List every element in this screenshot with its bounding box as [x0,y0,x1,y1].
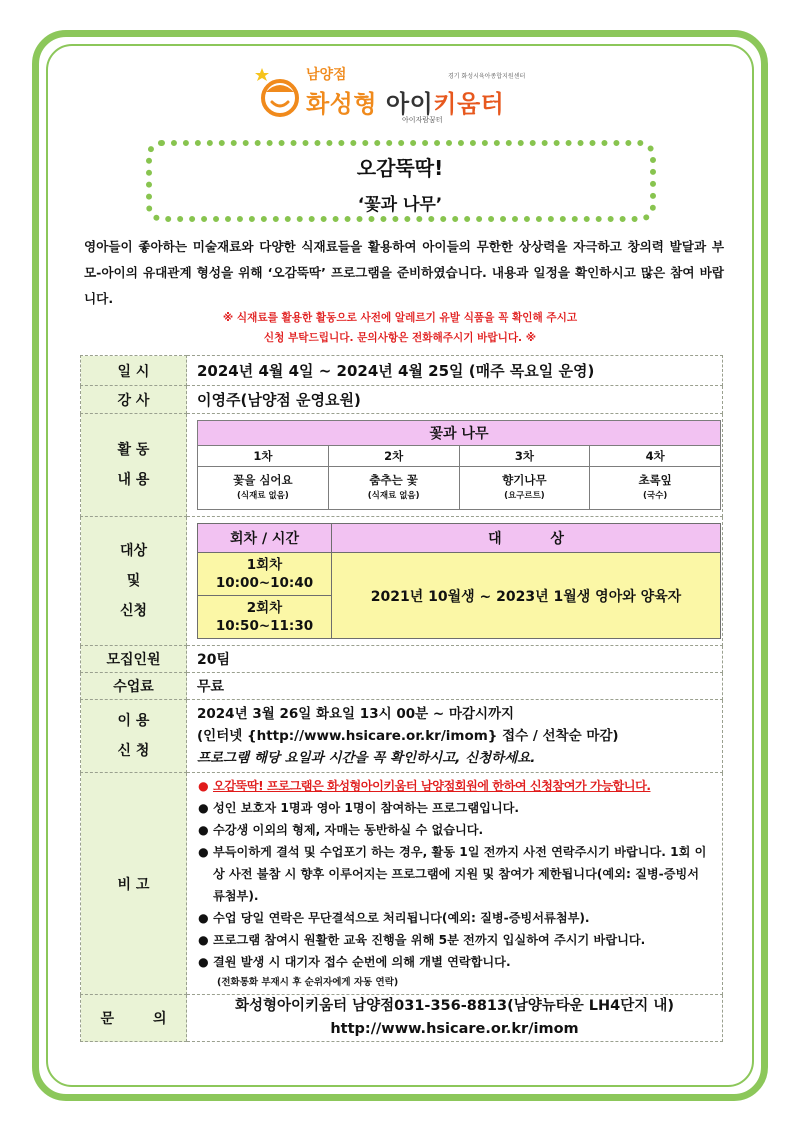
remark-highlight-text: 오감뚝딱! 프로그램은 화성형아이키움터 남양점회원에 한하여 신청참여가 가능합니다. [213,779,651,793]
remark-item: ● 수강생 이외의 형제, 자매는 동반하실 수 없습니다. [198,823,484,837]
instructor-row [81,386,723,414]
round-note: (국수) [643,491,668,501]
activity-row [81,414,723,517]
target-label-line1: 대상 [119,543,148,559]
instructor-label: 강 사 [81,386,187,414]
round-title: 초록잎 [638,473,672,487]
remark-text: 성인 보호자 1명과 영아 1명이 참여하는 프로그램입니다. [213,801,520,815]
fee-row [81,673,723,700]
session-name: 2회차 [246,600,283,616]
round-item [459,467,590,510]
remark-item: ● 수업 당일 연락은 무단결석으로 처리됩니다(예외: 질병-증빙서류첨부). [198,911,590,925]
contact-url[interactable]: http://www.hsicare.or.kr/imom [330,1021,579,1037]
application-label-line2: 신 청 [117,743,150,759]
remark-item: ● 성인 보호자 1명과 영아 1명이 참여하는 프로그램입니다. [198,801,520,815]
activity-table [197,420,721,510]
program-info-table [80,355,723,1042]
activity-header: 꽃과 나무 [198,421,721,446]
notice-line2: 신청 부탁드립니다. 문의사항은 전화해주시기 바랍니다. ※ [263,332,537,344]
notice-line1: ※ 식재료를 활용한 활동으로 사전에 알레르기 유발 식품을 꼭 확인해 주시고 [222,312,578,324]
activity-label [81,414,187,517]
remark-text: 프로그램 참여시 원활한 교육 진행을 위해 5분 전까지 입실하여 주시기 바랍니다. [213,933,646,947]
session-time: 10:50~11:30 [215,618,314,634]
contact-phone: 화성형아이키움터 남양점031-356-8813(남양뉴타운 LH4단지 내) [235,998,674,1014]
remark-text: 결원 발생 시 대기자 접수 순번에 의해 개별 연락합니다. [213,955,511,969]
round-note: (식재료 없음) [367,491,420,501]
contact-row [81,995,723,1042]
schedule-value: 2024년 4월 4일 ~ 2024년 4월 25일 (매주 목요일 운영) [187,356,723,386]
activity-label-line1: 활 동 [117,442,150,458]
contact-label: 문 의 [81,995,187,1042]
target-description: 2021년 10월생 ~ 2023년 1월생 영아와 양육자 [332,553,721,639]
capacity-row [81,646,723,673]
remarks-row [81,773,723,995]
instructor-value: 이영주(남양점 운영요원) [187,386,723,414]
capacity-value: 20팀 [187,646,723,673]
logo-title-part3: 키움터 [433,90,505,118]
activity-label-line2: 내 용 [117,472,150,488]
target-cell [187,517,723,646]
target-table [197,523,721,639]
remark-text: 수업 당일 연락은 무단결석으로 처리됩니다(예외: 질병-증빙서류첨부). [213,911,590,925]
logo [252,60,552,130]
target-row [81,517,723,646]
application-period: 2024년 3월 26일 화요일 13시 00분 ~ 마감시까지 [197,706,515,722]
remark-highlight: ● 오감뚝딱! 프로그램은 화성형아이키움터 남양점회원에 한하여 신청참여가 가능합니다. [198,779,651,793]
round-num: 3차 [459,446,590,467]
round-item [590,467,721,510]
capacity-label: 모집인원 [81,646,187,673]
remarks-cell [187,773,723,995]
round-num: 4차 [590,446,721,467]
session-column-header: 회차 / 시간 [198,524,332,553]
target-label-line3: 신청 [119,603,148,619]
round-title: 춤추는 꽃 [369,473,418,487]
allergy-notice [0,308,800,348]
remark-text: 부득이하게 결석 및 수업포기 하는 경우, 활동 1일 전까지 사전 연락주시기 바랍니다. 1회 이상 사전 불참 시 향후 이루어지는 프로그램에 지원 및 참여가 제한됩니다(예외: 질병-증빙서류첨부). [213,845,707,903]
round-num: 1차 [198,446,329,467]
remarks-label: 비 고 [81,773,187,995]
fee-label: 수업료 [81,673,187,700]
session-1 [198,553,332,596]
round-item [328,467,459,510]
logo-title [306,84,504,119]
target-column-header: 대 상 [332,524,721,553]
round-num: 2차 [328,446,459,467]
target-label-line2: 및 [126,573,141,589]
round-note: (요구르트) [504,491,545,501]
contact-cell [187,995,723,1042]
logo-org: 경기 화성시육아종합지원센터 [448,73,526,80]
round-note: (식재료 없음) [236,491,289,501]
round-item [198,467,329,510]
activity-cell [187,414,723,517]
smiling-face-icon [254,66,308,120]
remark-footnote: (전화통화 부재시 후 순위자에게 자동 연락) [217,977,399,988]
application-label-line1: 이 용 [117,713,150,729]
page-subtitle: ‘꽃과 나무’ [357,195,443,215]
session-name: 1회차 [246,557,283,573]
application-note: 프로그램 해당 요일과 시간을 꼭 확인하시고, 신청하세요. [197,750,536,766]
application-method: (인터넷 {http://www.hsicare.or.kr/imom} 접수 / 선착순 마감) [197,728,619,744]
logo-title-part2: 아이 [385,90,434,118]
session-time: 10:00~10:40 [215,575,314,591]
remarks-list [197,775,722,973]
intro-paragraph: 영아들이 좋아하는 미술재료와 다양한 식재료들을 활용하여 아이들의 무한한 상상력을 자극하고 창의력 발달과 부모-아이의 유대관계 형성을 위해 ‘오감뚝딱’ 프로그램을 준비하였습니다. 내용과 일정을 확인하시고 많은 참여 바랍니다. [84,239,724,306]
page-title: 오감뚝딱! [356,156,444,180]
application-row [81,700,723,773]
application-cell [187,700,723,773]
logo-branch: 남양점 [306,67,347,83]
fee-value: 무료 [187,673,723,700]
remark-item: ● 결원 발생 시 대기자 접수 순번에 의해 개별 연락합니다. [198,955,511,969]
logo-tagline: 아이자람꿈터 [402,116,443,124]
target-label [81,517,187,646]
schedule-label: 일 시 [81,356,187,386]
logo-title-part1: 화성형 [306,90,378,118]
remark-item: ● 프로그램 참여시 원활한 교육 진행을 위해 5분 전까지 입실하여 주시기 바랍니다. [198,933,646,947]
schedule-row [81,356,723,386]
application-label [81,700,187,773]
remark-item: ● 부득이하게 결석 및 수업포기 하는 경우, 활동 1일 전까지 사전 연락주시기 바랍니다. 1회 이상 사전 불참 시 향후 이루어지는 프로그램에 지원 및 참여가 제한됩니다(예외: 질병-증빙서류첨부). [198,845,707,903]
round-title: 꽃을 심어요 [233,473,293,487]
round-title: 향기나무 [502,473,547,487]
remark-text: 수강생 이외의 형제, 자매는 동반하실 수 없습니다. [213,823,484,837]
session-2 [198,596,332,639]
